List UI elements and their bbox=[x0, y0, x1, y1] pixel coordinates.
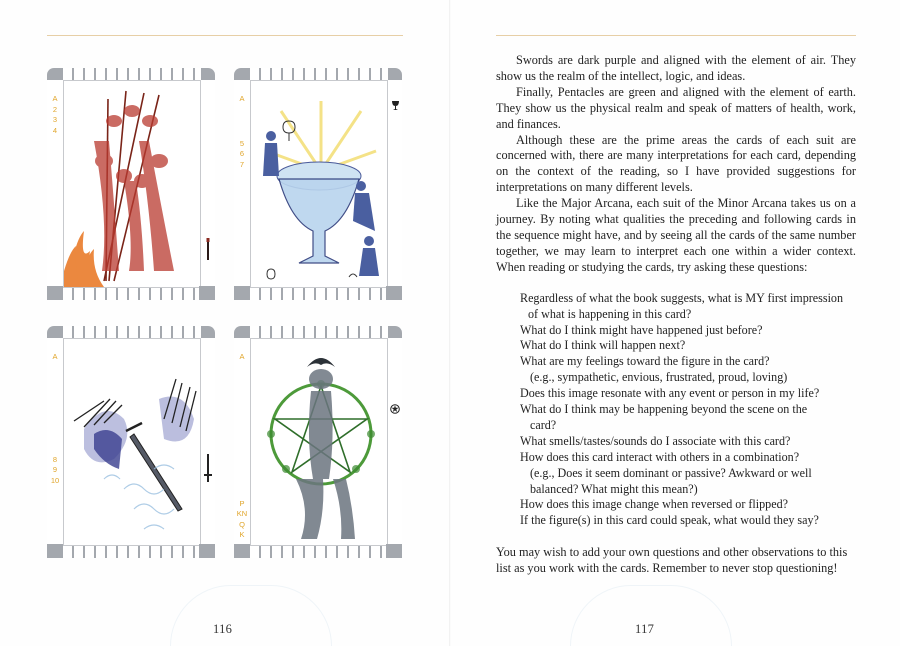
card-illustration-pentacles bbox=[250, 338, 390, 546]
card-pentacles bbox=[234, 326, 402, 558]
card-number: KN bbox=[236, 509, 248, 518]
card-number: 4 bbox=[52, 125, 58, 135]
card-strip-bottom bbox=[63, 546, 201, 558]
card-number: 3 bbox=[52, 115, 58, 124]
card-number-column bbox=[234, 80, 251, 286]
card-swords bbox=[47, 326, 215, 558]
question-item bbox=[520, 338, 856, 354]
question-item bbox=[520, 434, 856, 450]
question-text: Does this image resonate with any event or person in my life? bbox=[520, 386, 820, 401]
card-number: 2 bbox=[52, 104, 58, 114]
closing-paragraph: You may wish to add your own questions and other observations to this list as you work with the cards. Remember to never stop questioning! bbox=[496, 545, 848, 576]
question-item bbox=[520, 497, 856, 513]
question-item bbox=[520, 513, 856, 529]
question-item bbox=[520, 386, 856, 402]
card-wands bbox=[47, 68, 215, 300]
header-rule bbox=[496, 35, 856, 36]
question-item bbox=[520, 402, 856, 434]
card-illustration-swords bbox=[63, 338, 203, 546]
question-example: (e.g., Does it seem dominant or passive? Awkward or well bbox=[530, 465, 812, 480]
card-strip-top bbox=[250, 68, 388, 80]
card-number-column bbox=[47, 80, 64, 286]
question-item bbox=[520, 354, 856, 386]
card-corner bbox=[47, 286, 63, 300]
card-corner bbox=[47, 544, 63, 558]
question-text: Regardless of what the book suggests, what is MY first impression bbox=[520, 290, 844, 305]
card-side-right bbox=[200, 338, 215, 544]
card-number: P bbox=[239, 498, 245, 508]
card-cups bbox=[234, 68, 402, 300]
pentacle-icon bbox=[390, 404, 400, 418]
question-list bbox=[496, 291, 856, 530]
question-text: How does this image change when reversed or flipped? bbox=[520, 497, 788, 512]
swords-illustration bbox=[64, 339, 202, 545]
card-corner bbox=[199, 286, 215, 300]
card-side-right bbox=[200, 80, 215, 286]
card-number: A bbox=[52, 94, 58, 103]
question-text: What are my feelings toward the figure in the card? bbox=[520, 354, 770, 369]
paragraph: Although these are the prime areas the cards of each suit are concerned with, there are many interpretations for each card, depending on the context of the reading, so I have provided suggestions for interpretations on many different levels. bbox=[496, 132, 856, 195]
card-number: A bbox=[239, 94, 245, 103]
cup-icon bbox=[390, 100, 400, 114]
page-number: 116 bbox=[213, 622, 233, 636]
card-number: K bbox=[239, 530, 245, 539]
paragraph: Swords are dark purple and aligned with the element of air. They show us the realm of the intellect, logic, and ideas. bbox=[496, 53, 856, 83]
card-strip-bottom bbox=[63, 288, 201, 300]
paragraph: Finally, Pentacles are green and aligned with the element of earth. They show us the physical realm and speak of matters of health, work, and finances. bbox=[496, 84, 856, 131]
question-item bbox=[520, 450, 856, 498]
question-text: What smells/tastes/sounds do I associate with this card? bbox=[520, 433, 791, 448]
question-text: What do I think may be happening beyond the scene on the bbox=[520, 402, 808, 417]
card-number: 8 bbox=[52, 454, 58, 464]
pentacles-illustration bbox=[251, 339, 389, 545]
question-continuation: card? bbox=[530, 417, 557, 432]
decorative-watermark bbox=[170, 585, 332, 646]
wand-icon bbox=[203, 238, 213, 252]
question-text: If the figure(s) in this card could speak, what would they say? bbox=[520, 513, 819, 528]
card-number-column bbox=[234, 338, 251, 544]
question-item bbox=[520, 291, 856, 323]
paragraph: Like the Major Arcana, each suit of the Minor Arcana takes us on a journey. By noting what qualities the preceding and following cards in the sequence might have, and by seeing all the cards of the same number together, we may learn to interpret each one within a wider context. When reading or studying the cards, try asking these questions: bbox=[496, 196, 856, 274]
card-number: Q bbox=[239, 519, 245, 529]
card-corner bbox=[234, 544, 250, 558]
question-text: How does this card interact with others in a combination? bbox=[520, 449, 800, 464]
card-number: 9 bbox=[52, 465, 58, 474]
wands-illustration bbox=[64, 81, 202, 287]
card-corner bbox=[386, 286, 402, 300]
page-number: 117 bbox=[635, 622, 655, 636]
card-illustration-cups bbox=[250, 80, 390, 288]
body-text bbox=[496, 53, 856, 577]
card-strip-bottom bbox=[250, 288, 388, 300]
card-number: A bbox=[52, 352, 58, 361]
card-strip-top bbox=[63, 68, 201, 80]
question-item bbox=[520, 323, 856, 339]
card-number: 7 bbox=[239, 159, 245, 169]
card-side-right bbox=[387, 338, 402, 544]
card-corner bbox=[386, 544, 402, 558]
card-corner bbox=[199, 544, 215, 558]
card-corner bbox=[234, 286, 250, 300]
cups-illustration bbox=[251, 81, 389, 287]
card-number: A bbox=[239, 352, 245, 361]
right-page bbox=[450, 0, 900, 646]
card-number: 10 bbox=[50, 475, 60, 485]
card-number: 5 bbox=[239, 138, 245, 148]
sword-icon bbox=[203, 454, 213, 468]
card-strip-top bbox=[250, 326, 388, 338]
card-side-right bbox=[387, 80, 402, 286]
card-strip-top bbox=[63, 326, 201, 338]
card-illustration-wands bbox=[63, 80, 203, 288]
question-example: (e.g., sympathetic, envious, frustrated, proud, loving) bbox=[530, 370, 788, 385]
card-strip-bottom bbox=[250, 546, 388, 558]
question-example: balanced? What might this mean?) bbox=[530, 481, 698, 496]
question-text: What do I think will happen next? bbox=[520, 338, 686, 353]
question-continuation: of what is happening in this card? bbox=[528, 306, 692, 321]
card-number: 6 bbox=[239, 149, 245, 158]
header-rule bbox=[47, 35, 403, 36]
question-text: What do I think might have happened just before? bbox=[520, 322, 763, 337]
card-number-column bbox=[47, 338, 64, 544]
